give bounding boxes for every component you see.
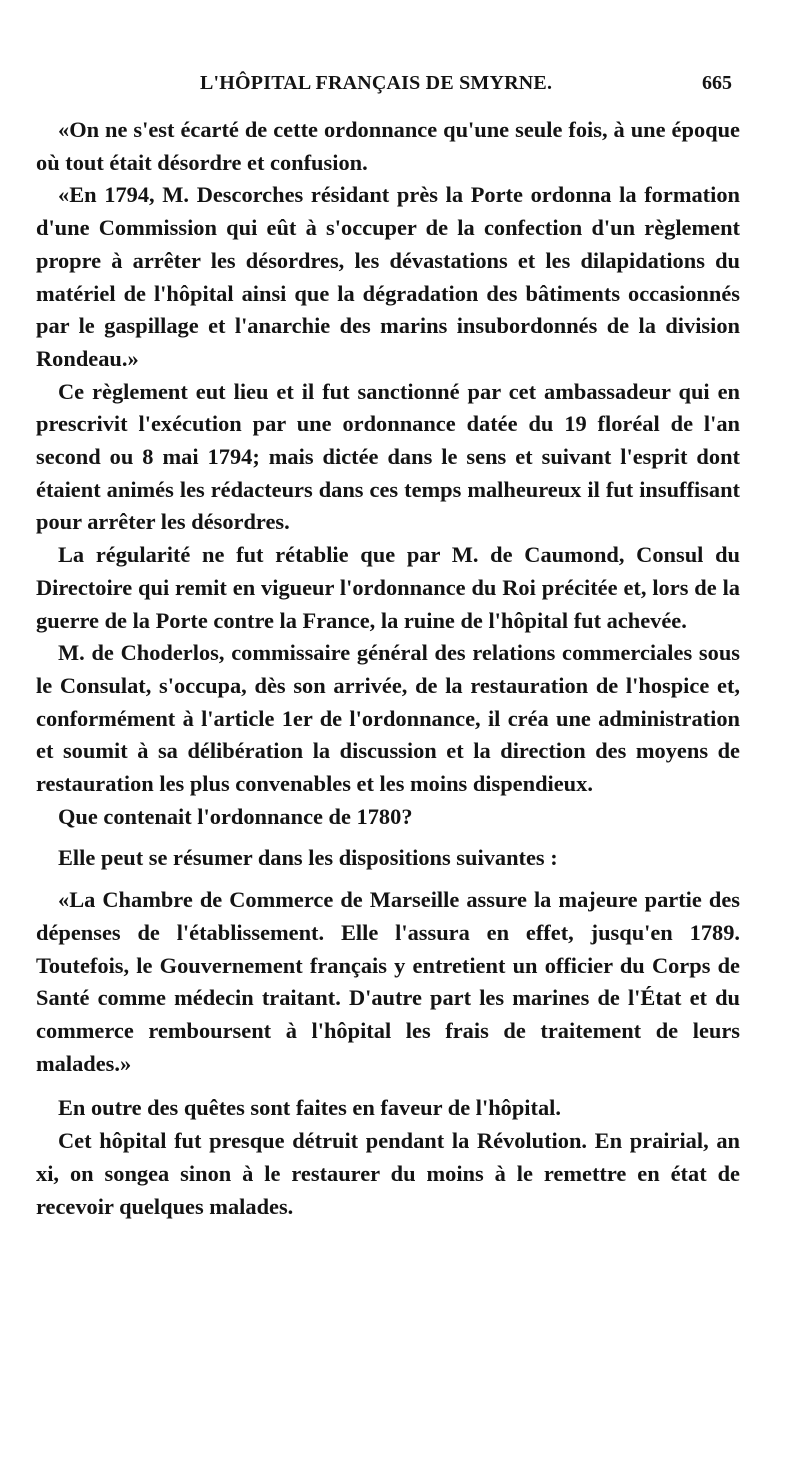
paragraph: Elle peut se résumer dans les dispositions suivantes : — [58, 845, 558, 871]
paragraph: Cet hôpital fut presque détruit pendant la Révolution. En prairial, an xi, on songea sinon à le restaurer du moins à le remettre en état de recevoir quelques malades. — [36, 1128, 740, 1219]
paragraph: En outre des quêtes sont faites en faveur de l'hôpital. — [58, 1095, 561, 1121]
paragraph: Que contenait l'ordonnance de 1780? — [58, 803, 413, 829]
page-number: 665 — [702, 72, 732, 94]
paragraph: «En 1794, M. Descorches résidant près la Porte ordonna la formation d'une Commission qui eût à s'occuper de la confection d'un règlement propre à arrêter les désordres, les dévastations et les dilapidations du matériel de l'hôpital ainsi que la dégradation des bâtiments occasionnés par le gaspillage et l'anarchie des marins insubordonnés de la division Rondeau.» — [36, 182, 740, 371]
running-head-title: L'HÔPITAL FRANÇAIS DE SMYRNE. — [200, 72, 553, 94]
paragraph: Ce règlement eut lieu et il fut sanctionné par cet ambassadeur qui en prescrivit l'exécution par une ordonnance datée du 19 floréal de l'an second ou 8 mai 1794; mais dictée dans le sens et suivant l'esprit dont étaient animés les rédacteurs dans ces temps malheureux il fut insuffisant pour arrêter les désordres. — [36, 378, 740, 535]
paragraph: La régularité ne fut rétablie que par M. de Caumond, Consul du Directoire qui remit en vigueur l'ordonnance du Roi précitée et, lors de la guerre de la Porte contre la France, la ruine de l'hôpital fut achevée. — [36, 542, 740, 633]
body-text — [36, 114, 740, 1223]
paragraph: «On ne s'est écarté de cette ordonnance qu'une seule fois, à une époque où tout était désordre et confusion. — [36, 117, 740, 175]
paragraph: M. de Choderlos, commissaire général des relations commerciales sous le Consulat, s'occupa, dès son arrivée, de la restauration de l'hospice et, conformément à l'article 1er de l'ordonnance, il créa une administration et soumit à sa délibération la discussion et la direction des moyens de restauration les plus convenables et les moins dispendieux. — [36, 640, 740, 797]
paragraph: «La Chambre de Commerce de Marseille assure la majeure partie des dépenses de l'établissement. Elle l'assura en effet, jusqu'en 1789. Toutefois, le Gouvernement français y entretient un officier du Corps de Santé comme médecin traitant. D'autre part les marines de l'État et du commerce remboursent à l'hôpital les frais de traitement de leurs malades.» — [36, 887, 740, 1076]
